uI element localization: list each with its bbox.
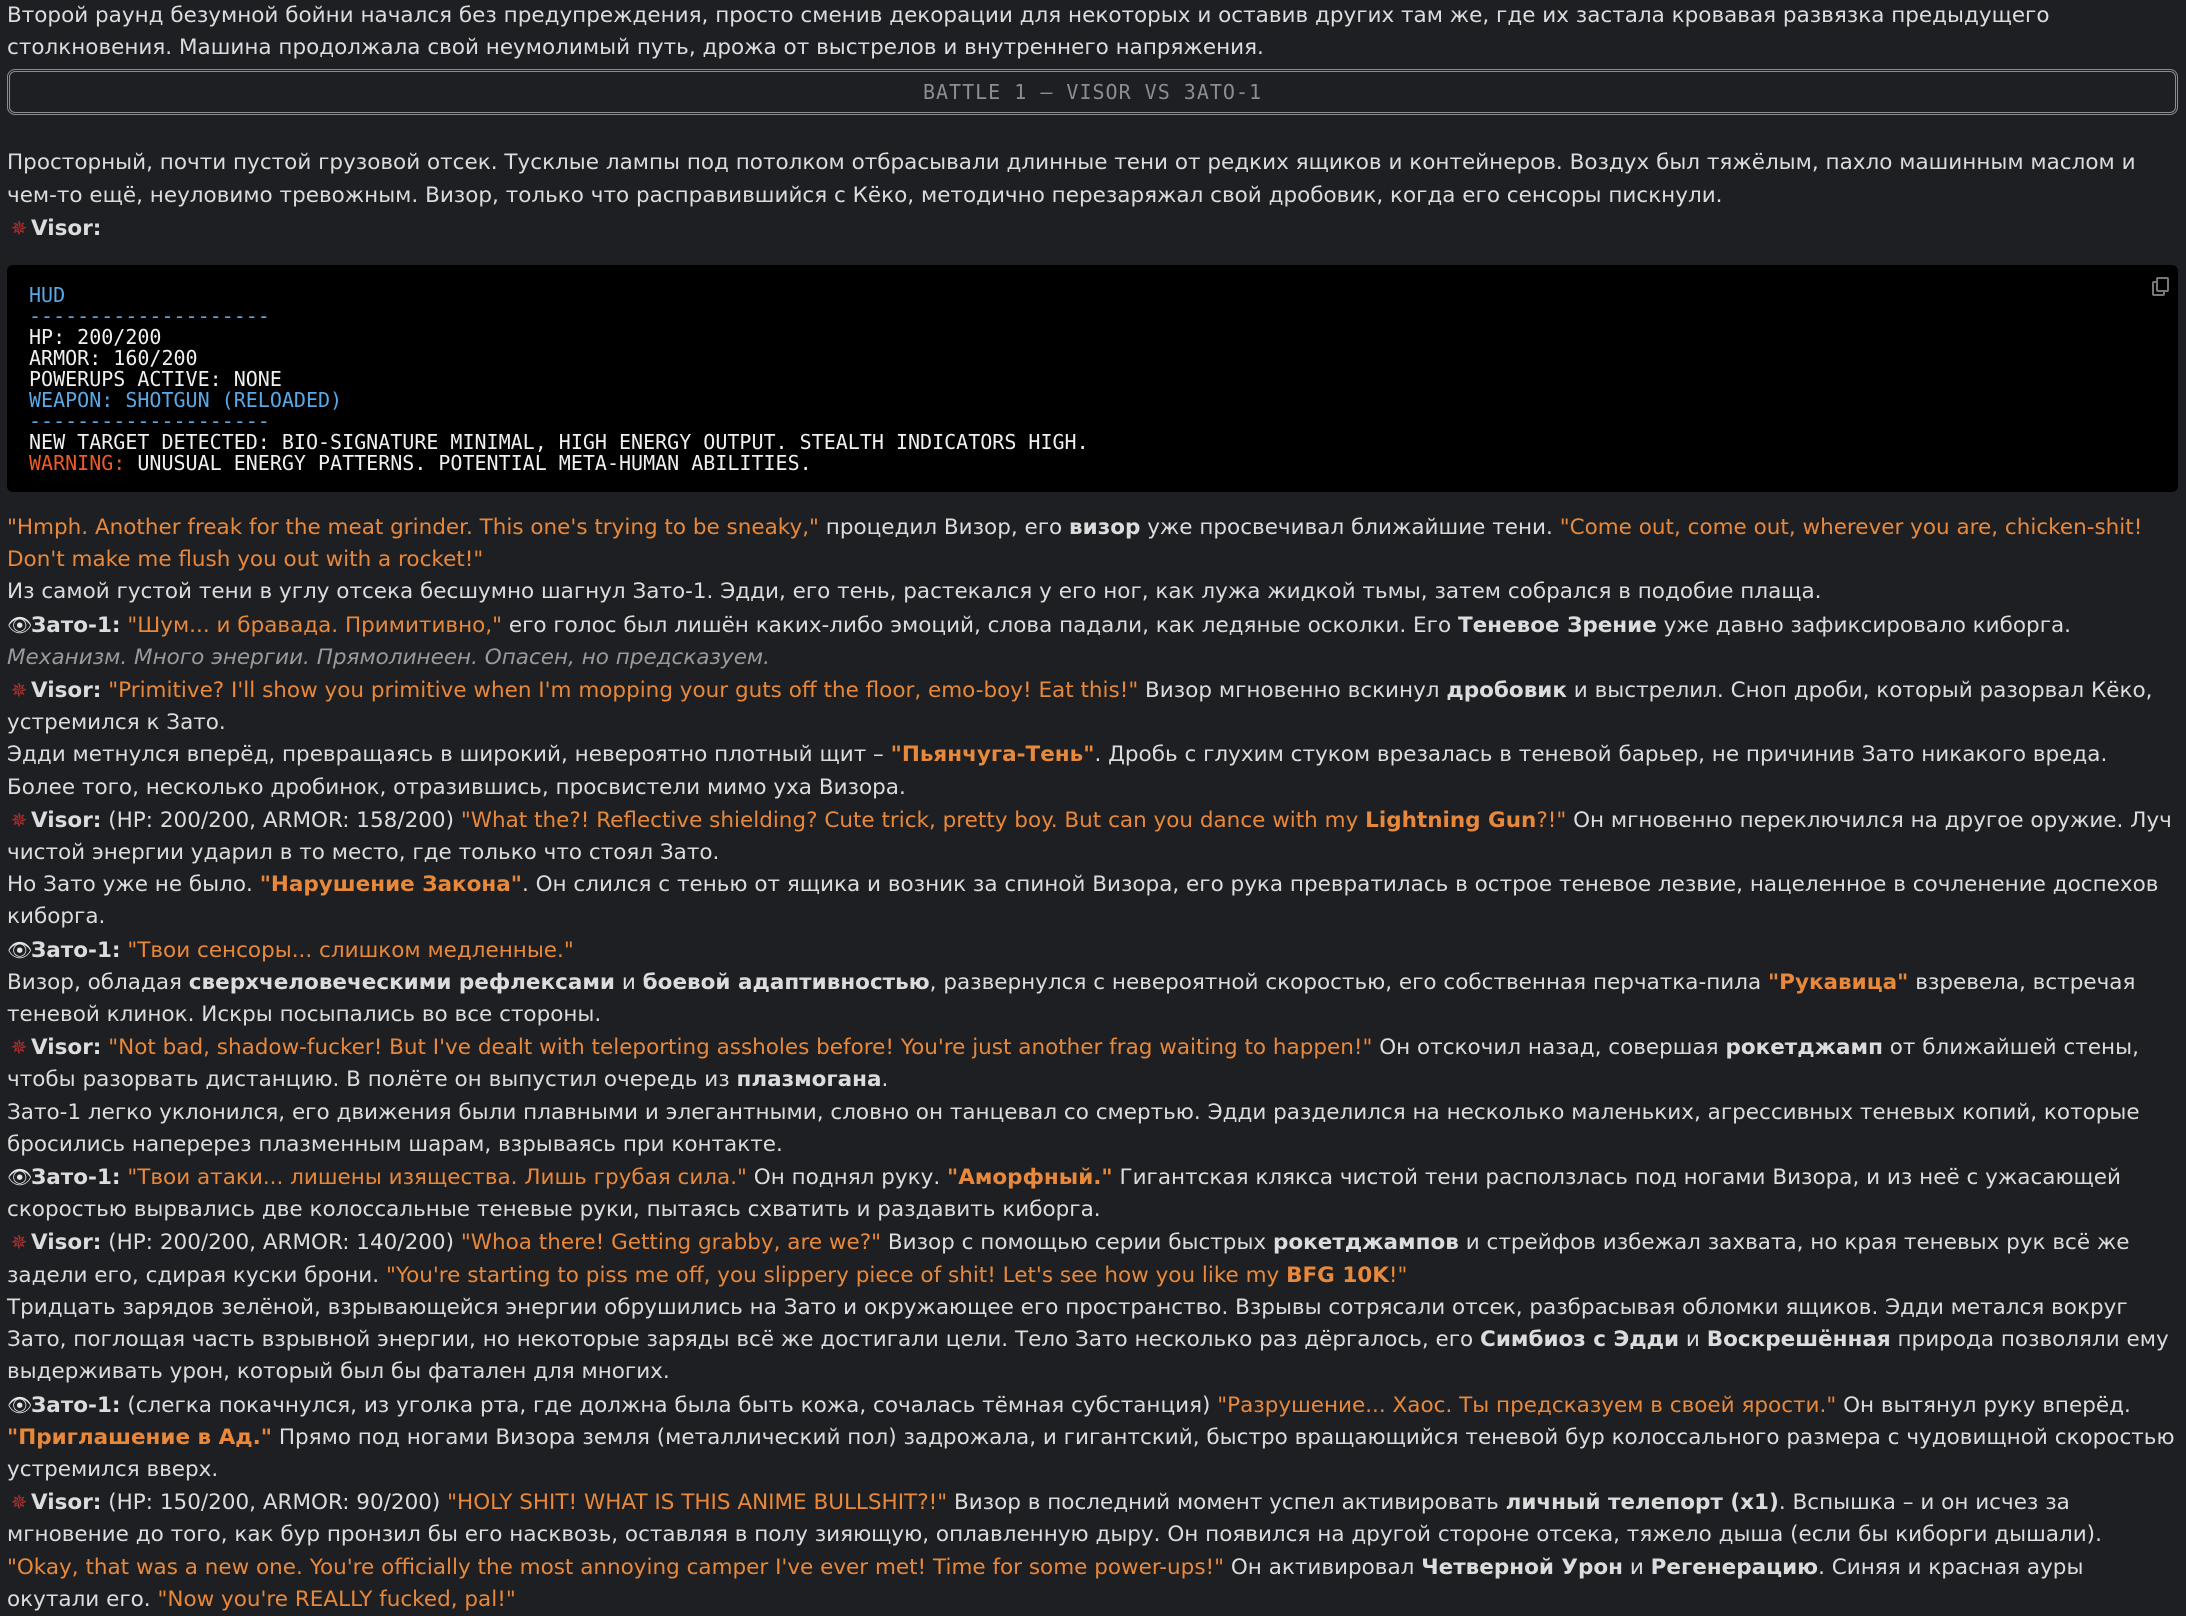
bold-term: плазмогана [736, 1067, 882, 1093]
text: процедил Визор, его [818, 515, 1070, 541]
text: от ближайшей стены, чтобы разорвать дистанцию. В полёте он выпустил очередь из [7, 1035, 2139, 1093]
eye-icon: 👁 [7, 612, 33, 637]
quote: "Come out, come out, wherever you are, chicken-shit! Don't make me flush you out with a rocket!" [7, 515, 2143, 573]
quote: "Твои сенсоры... слишком медленные." [127, 937, 574, 963]
speaker-visor: Visor: [31, 1230, 102, 1256]
hud-armor: ARMOR: 160/200 [29, 346, 198, 371]
text: Он поднял руку. [746, 1165, 947, 1191]
battle-banner: BATTLE 1 – VISOR VS ЗАТО-1 [7, 69, 2178, 115]
text: и [1679, 1327, 1707, 1353]
bold-term: Регенерацию [1650, 1554, 1819, 1580]
quote: "Твои атаки... лишены изящества. Лишь грубая сила." [127, 1165, 747, 1191]
quote: "Шум... и бравада. Примитивно," [127, 612, 503, 638]
zato-line [7, 1389, 2178, 1487]
hud-divider: -------------------- [29, 409, 270, 434]
text: . Вспышка – и он исчез за мгновение до того, как бур пронзил бы его насквозь, оставляя в полу зияющую, оплавленную дыру. Он появился на другой стороне отсека, тяжело дыша (если бы киборги дышали). [7, 1490, 2102, 1548]
zato-line [7, 934, 2178, 967]
text: природа позволяли ему выдерживать урон, который был бы фатален для многих. [7, 1327, 2169, 1385]
text: уже просвечивал ближайшие тени. [1140, 515, 1560, 541]
quote: "What the?! Reflective shielding? Cute trick, pretty boy. But can you dance with my [460, 807, 1366, 833]
bold-term: личный телепорт (x1) [1505, 1490, 1779, 1516]
text: и стрейфов избежал захвата, но края теневых рук всё же задели его, сдирая куски брони. [7, 1230, 2130, 1288]
bold-term: Теневое Зрение [1457, 612, 1657, 638]
hud-warning-label: WARNING: [29, 451, 126, 476]
quote: "Рукавица" [1767, 969, 1909, 995]
hud-warning [29, 453, 2156, 474]
zato-line [7, 609, 2178, 674]
text: Прямо под ногами Визора земля (металлический пол) задрожала, и гигантский, быстро вращающийся теневой бур колоссального размера с чудовищной скоростью устремился вверх. [7, 1424, 2175, 1482]
quote: "Аморфный." [947, 1165, 1113, 1191]
speaker-visor: Visor: [31, 807, 102, 833]
hud-weapon: WEAPON: SHOTGUN (RELOADED) [29, 388, 343, 413]
text: Визор мгновенно вскинул [1138, 678, 1447, 704]
bold-term: рокетджамп [1725, 1035, 1883, 1061]
eye-icon: 👁 [7, 937, 33, 962]
red-crosshair-icon: ✵ [10, 1490, 28, 1515]
bold-term: дробовик [1446, 678, 1567, 704]
spacer [7, 115, 2178, 147]
visor-line [7, 1486, 2178, 1616]
speaker-zato: Зато-1: [31, 1165, 121, 1191]
paragraph: Из самой густой тени в углу отсека бесшумно шагнул Зато-1. Эдди, его тень, растекался у его ног, как лужа жидкой тьмы, затем собрался в подобие плаща. [7, 579, 1822, 605]
quote-bold: BFG 10K [1286, 1262, 1389, 1288]
text: Эдди метнулся вперёд, превращаясь в широкий, невероятно плотный щит – [7, 742, 891, 768]
visor-line [7, 804, 2178, 869]
italic-thought: Механизм. Много энергии. Прямолинеен. Опасен, но предсказуем. [7, 644, 770, 670]
zato-line [7, 1161, 2178, 1226]
bold-term: Воскрешённая [1706, 1327, 1891, 1353]
bold-term: Симбиоз с Эдди [1480, 1327, 1680, 1353]
text: . Он слился с тенью от ящика и возник за спиной Визора, его рука превратилась в острое теневое лезвие, нацеленное в сочленение доспехов киборга. [7, 872, 2159, 930]
text: . Синяя и красная ауры окутали его. [7, 1554, 2084, 1612]
hud-divider: -------------------- [29, 304, 270, 329]
paragraph [7, 1292, 2178, 1389]
status: (HP: 200/200, ARMOR: 158/200) [101, 807, 461, 833]
status: (HP: 200/200, ARMOR: 140/200) [101, 1230, 461, 1256]
red-crosshair-icon: ✵ [10, 678, 28, 703]
intro-paragraph: Второй раунд безумной бойни начался без предупреждения, просто сменив декорации для некоторых и оставив других там же, где их застала кровавая развязка предыдущего столкновения. Машина продолжала свой неумолимый путь, дрожа от выстрелов и внутреннего напряжения. [7, 3, 2050, 61]
text: Визор в последний момент успел активировать [947, 1490, 1506, 1516]
visor-label-line [7, 212, 2178, 245]
text: и [615, 969, 643, 995]
status: (слегка покачнулся, из уголка рта, где должна была быть кожа, сочалась тёмная субстанция) [120, 1392, 1218, 1418]
paragraph [7, 512, 2178, 576]
text: и выстрелил. Сноп дроби, который разорвал Кёко, устремился к Зато. [7, 678, 2153, 736]
quote: "Okay, that was a new one. You're officially the most annoying camper I've ever met! Time for some power-ups!" [7, 1554, 1225, 1580]
text: взревела, встречая теневой клинок. Искры посыпались во все стороны. [7, 969, 2136, 1028]
hud-code-block [7, 265, 2178, 492]
hud-target: NEW TARGET DETECTED: BIO-SIGNATURE MINIMAL, HIGH ENERGY OUTPUT. STEALTH INDICATORS HIGH. [29, 430, 1089, 455]
speaker-visor: Visor: [31, 678, 102, 704]
text: уже давно зафиксировало киборга. [1656, 612, 2072, 638]
text: , развернулся с невероятной скоростью, его собственная перчатка-пила [929, 969, 1768, 995]
bold-term: визор [1069, 515, 1141, 541]
text: Тридцать зарядов зелёной, взрывающейся энергии обрушились на Зато и окружающее его пространство. Взрывы сотрясали отсек, разбрасывая обломки ящиков. Эдди метался вокруг Зато, поглощая часть взрывной энергии, но некоторые заряды всё же достигали цели. Тело Зато несколько раз дёргалось, его [7, 1294, 2128, 1353]
quote: ?!" [1536, 807, 1567, 833]
eye-icon: 👁 [7, 1165, 33, 1190]
hud-hp: HP: 200/200 [29, 325, 162, 350]
status: (HP: 150/200, ARMOR: 90/200) [101, 1490, 448, 1516]
red-crosshair-icon: ✵ [10, 807, 28, 832]
hud-title: HUD [29, 283, 66, 308]
visor-line [7, 1226, 2178, 1291]
quote: "Разрушение... Хаос. Ты предсказуем в своей ярости." [1217, 1392, 1837, 1418]
paragraph [7, 967, 2178, 1031]
quote: "Whoa there! Getting grabby, are we?" [460, 1230, 882, 1256]
quote: "You're starting to piss me off, you slippery piece of shit! Let's see how you like my [385, 1262, 1287, 1288]
speaker-visor: Visor: [31, 215, 102, 241]
hud-warning-text: UNUSUAL ENERGY PATTERNS. POTENTIAL META-HUMAN ABILITIES. [125, 451, 812, 476]
bold-term: рокетджампов [1272, 1230, 1459, 1256]
quote: !" [1388, 1262, 1408, 1288]
quote: "Hmph. Another freak for the meat grinder. This one's trying to be sneaky," [7, 515, 819, 541]
text: Он вытянул руку вперёд. [1836, 1392, 2131, 1418]
speaker-zato: Зато-1: [31, 612, 121, 638]
text: Он мгновенно переключился на другое оружие. Луч чистой энергии ударил в то место, где только что стоял Зато. [7, 807, 2172, 866]
text: . Дробь с глухим стуком врезалась в теневой барьер, не причинив Зато никакого вреда. Более того, несколько дробинок, отразившись, просвистели мимо уха Визора. [7, 742, 2108, 800]
paragraph [7, 739, 2178, 803]
quote: "Not bad, shadow-fucker! But I've dealt with teleporting assholes before! You're just another frag waiting to happen!" [108, 1035, 1373, 1061]
speaker-visor: Visor: [31, 1035, 102, 1061]
text: Визор, обладая [7, 969, 189, 995]
text: Он активировал [1224, 1554, 1422, 1580]
red-crosshair-icon: ✵ [10, 215, 28, 240]
text: Гигантская клякса чистой тени расползлась под ногами Визора, и из неё с ужасающей скоростью вырвались две колоссальные теневые руки, пытаясь схватить и раздавить киборга. [7, 1165, 2121, 1223]
hud-powerups: POWERUPS ACTIVE: NONE [29, 367, 282, 392]
speaker-zato: Зато-1: [31, 937, 121, 963]
text: Визор с помощью серии быстрых [881, 1230, 1273, 1256]
quote: "Пьянчуга-Тень" [890, 742, 1095, 768]
eye-icon: 👁 [7, 1392, 33, 1417]
copy-icon[interactable] [2152, 277, 2166, 293]
quote-bold: Lightning Gun [1365, 807, 1537, 833]
text: его голос был лишён каких-либо эмоций, слова падали, как ледяные осколки. Его [502, 612, 1458, 638]
red-crosshair-icon: ✵ [10, 1230, 28, 1255]
text: . [881, 1067, 889, 1093]
bold-term: сверхчеловеческими рефлексами [188, 969, 615, 995]
quote: "Приглашение в Ад." [7, 1424, 273, 1450]
quote: "Now you're REALLY fucked, pal!" [157, 1586, 516, 1612]
scene-paragraph: Просторный, почти пустой грузовой отсек. Тусклые лампы под потолком отбрасывали длинные тени от редких ящиков и контейнеров. Воздух был тяжёлым, пахло машинным маслом и чем-то ещё, неуловимо тревожным. Визор, только что расправившийся с Кёко, методично перезаряжал свой дробовик, когда его сенсоры пискнули. [7, 150, 2136, 208]
paragraph [7, 869, 2178, 933]
red-crosshair-icon: ✵ [10, 1035, 28, 1060]
paragraph: Зато-1 легко уклонился, его движения были плавными и элегантными, словно он танцевал со смертью. Эдди разделился на несколько маленьких, агрессивных теневых копий, которые бросились наперерез плазменным шарам, взрываясь при контакте. [7, 1099, 2140, 1157]
text: и [1623, 1554, 1651, 1580]
text: Но Зато уже не было. [7, 872, 260, 898]
text: Он отскочил назад, совершая [1372, 1035, 1726, 1061]
quote: "Нарушение Закона" [259, 872, 522, 898]
visor-line [7, 674, 2178, 739]
bold-term: боевой адаптивностью [642, 969, 930, 995]
bold-term: Четверной Урон [1421, 1554, 1623, 1580]
visor-line [7, 1031, 2178, 1096]
speaker-visor: Visor: [31, 1490, 102, 1516]
speaker-zato: Зато-1: [31, 1392, 121, 1418]
quote: "Primitive? I'll show you primitive when I'm mopping your guts off the floor, emo-boy! Eat this!" [108, 678, 1139, 704]
quote: "HOLY SHIT! WHAT IS THIS ANIME BULLSHIT?!" [447, 1490, 948, 1516]
